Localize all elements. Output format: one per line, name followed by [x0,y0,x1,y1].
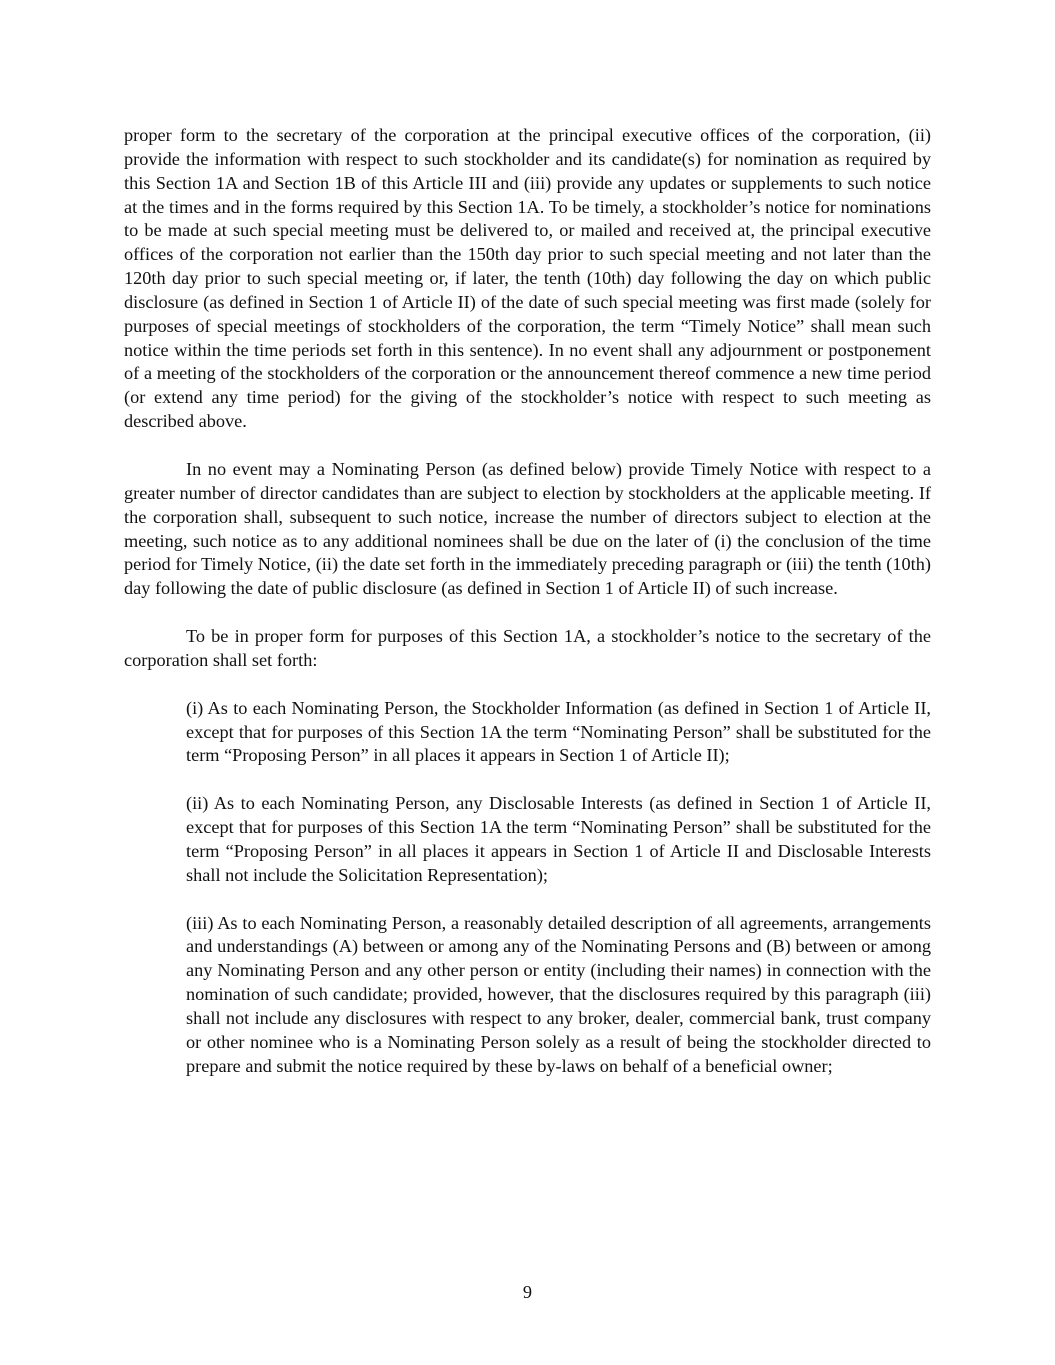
page-number: 9 [522,1282,533,1302]
list-item-disclosable-interests: (ii) As to each Nominating Person, any Disclosable Interests (as defined in Section 1 of Article II, except that for purposes of this Section 1A the term “Nominating Person” shall be substituted for the term “Proposing Person” in all places it appears in Section 1 of Article II and Disclosable Interests shall not include the Solicitation Representation); [186,793,931,885]
list-item-agreements-description: (iii) As to each Nominating Person, a reasonably detailed description of all agreements, arrangements and understandings (A) between or among any of the Nominating Persons and (B) between or among any Nominating Person and any other person or entity (including their names) in connection with the nomination of such candidate; provided, however, that the disclosures required by this paragraph (iii) shall not include any disclosures with respect to any broker, dealer, commercial bank, trust company or other nominee who is a Nominating Person solely as a result of being the stockholder directed to prepare and submit the notice required by these by-laws on behalf of a beneficial owner; [186,912,931,1076]
list-item-stockholder-information: (i) As to each Nominating Person, the Stockholder Information (as defined in Section 1 of Article II, except that for purposes of this Section 1A the term “Nominating Person” shall be substituted for the term “Proposing Person” in all places it appears in Section 1 of Article II); [186,697,931,766]
document-body [124,124,931,1079]
paragraph-timely-notice-limit: In no event may a Nominating Person (as defined below) provide Timely Notice with respect to a greater number of director candidates than are subject to election by stockholders at the applicable meeting. If the corporation shall, subsequent to such notice, increase the number of directors subject to election at the meeting, such notice as to any additional nominees shall be due on the later of (i) the conclusion of the time period for Timely Notice, (ii) the date set forth in the immediately preceding paragraph or (iii) the tenth (10th) day following the date of public disclosure (as defined in Section 1 of Article II) of such increase. [124,458,931,599]
paragraph-continuation: proper form to the secretary of the corporation at the principal executive offices of the corporation, (ii) provide the information with respect to such stockholder and its candidate(s) for nomination as required by this Section 1A and Section 1B of this Article III and (iii) provide any updates or supplements to such notice at the times and in the forms required by this Section 1A. To be timely, a stockholder’s notice for nominations to be made at such special meeting must be delivered to, or mailed and received at, the principal executive offices of the corporation not earlier than the 150th day prior to such special meeting and not later than the 120th day prior to such special meeting or, if later, the tenth (10th) day following the day on which public disclosure (as defined in Section 1 of Article II) of the date of such special meeting was first made (solely for purposes of special meetings of stockholders of the corporation, the term “Timely Notice” shall mean such notice within the time periods set forth in this sentence). In no event shall any adjournment or postponement of a meeting of the stockholders of the corporation or the announcement thereof commence a new time period (or extend any time period) for the giving of the stockholder’s notice with respect to such meeting as described above. [124,125,931,432]
paragraph-proper-form-intro: To be in proper form for purposes of this Section 1A, a stockholder’s notice to the secretary of the corporation shall set forth: [124,626,931,670]
